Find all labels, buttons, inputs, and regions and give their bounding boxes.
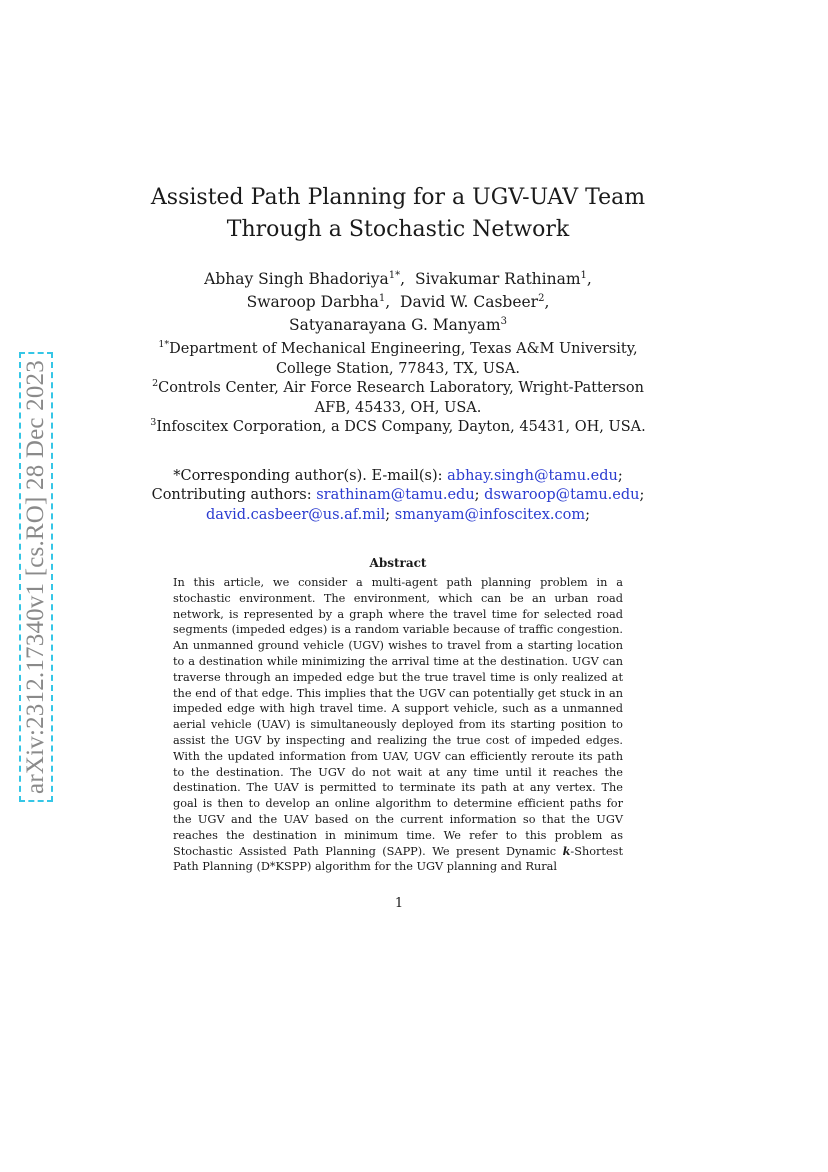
title-line-2: Through a Stochastic Network [226,217,570,242]
author-name: Abhay Singh Bhadoriya [204,270,389,288]
author-list: Abhay Singh Bhadoriya$^{1*}$, Sivakumar Rathinam$^1$, Swaroop Darbha$^1$, David W. Casbeer$^2$, Satyanarayana G. Manyam$^3$ [204,269,592,334]
affiliation-mark: 1* [158,339,170,351]
abstract-text-part-1: In this article, we consider a multi-agent path planning problem in a stochastic environment. The environment, which can be an urban road network, is represented by a graph where the travel time for selected road segments (impeded edges) is a random variable because of traffic congestion. An unmanned ground vehicle (UGV) wishes to travel from a starting location to a destination while minimizing the arrival time at the destination. UGV can traverse through an impeded edge but the true travel time is only realized at the end of that edge. This implies that the UGV can potentially get stuck in an impeded edge with high travel time. A support vehicle, such as a unmanned aerial vehicle (UAV) is simultaneously deployed from its starting position to assist the UGV by inspecting and realizing the true cost of impeded edges. With the updated information from UAV, UGV can efficiently reroute its path to the destination. The UGV do not wait at any time until it reaches the destination. The UAV is permitted to terminate its path at any vertex. The goal is then to develop an online algorithm to determine efficient paths for the UGV and the UAV based on the current information so that the UGV reaches the destination in minimum time. We refer to this problem as Stochastic Assisted Path Planning (SAPP). We present Dynamic [173,576,623,858]
arxiv-identifier[interactable]: arXiv:2312.17340v1 [cs.RO] 28 Dec 2023 [19,352,53,802]
affiliation-1-line-1 [140,340,656,360]
abstract-text [173,575,623,875]
abstract-text-part-2: -Shortest Path Planning (D*KSPP) algorithm for the UGV planning and Rural [173,844,623,874]
email-link[interactable]: dswaroop@tamu.edu [484,487,640,504]
affiliation-mark: 3 [150,417,157,429]
paper-title [100,182,696,246]
author-name: Swaroop Darbha [246,293,379,311]
email-link[interactable]: srathinam@tamu.edu [316,487,475,504]
affiliation-2-line-1 [140,379,656,399]
affiliation-3-line-1 [140,418,656,438]
author-affil-mark: 3 [500,315,507,327]
abstract-k-symbol: k [562,843,571,858]
affiliation-1-line-2: College Station, 77843, TX, USA. [275,360,521,377]
author-affil-mark: 1 [378,292,386,304]
author-name: Sivakumar Rathinam [414,270,581,288]
email-link[interactable]: smanyam@infoscitex.com [394,506,586,523]
affiliation-text: Infoscitex Corporation, a DCS Company, Dayton, 45431, OH, USA. [156,419,646,436]
title-line-1: Assisted Path Planning for a UGV-UAV Team [150,185,646,210]
affiliation-text: Department of Mechanical Engineering, Texas A&M University, [169,341,638,357]
author-affil-mark: 1 [580,269,587,281]
author-name: Satyanarayana G. Manyam [289,316,501,334]
email-link[interactable]: abhay.singh@tamu.edu [447,468,618,484]
affiliation-list [140,340,656,438]
contact-block: *Corresponding author(s). E-mail(s): abhay.singh@tamu.edu; Contributing authors: srathinam@tamu.edu; dswaroop@tamu.edu; david.casbeer@us.af.mil; smanyam@infoscitex.com; [151,468,645,523]
author-affil-mark: 2 [538,292,545,304]
page-number: 1 [394,896,404,911]
affiliation-mark: 2 [152,378,159,390]
affiliation-text: Controls Center, Air Force Research Laboratory, Wright-Patterson [158,380,644,397]
corresponding-label: *Corresponding author(s). E-mail(s): [173,468,443,484]
author-name: David W. Casbeer [400,293,539,311]
abstract-heading: Abstract [369,556,427,570]
affiliation-2-line-2: AFB, 45433, OH, USA. [314,399,482,416]
author-affil-mark: 1* [388,269,401,281]
contributing-label: Contributing authors: [151,487,312,504]
email-link[interactable]: david.casbeer@us.af.mil [206,506,386,523]
